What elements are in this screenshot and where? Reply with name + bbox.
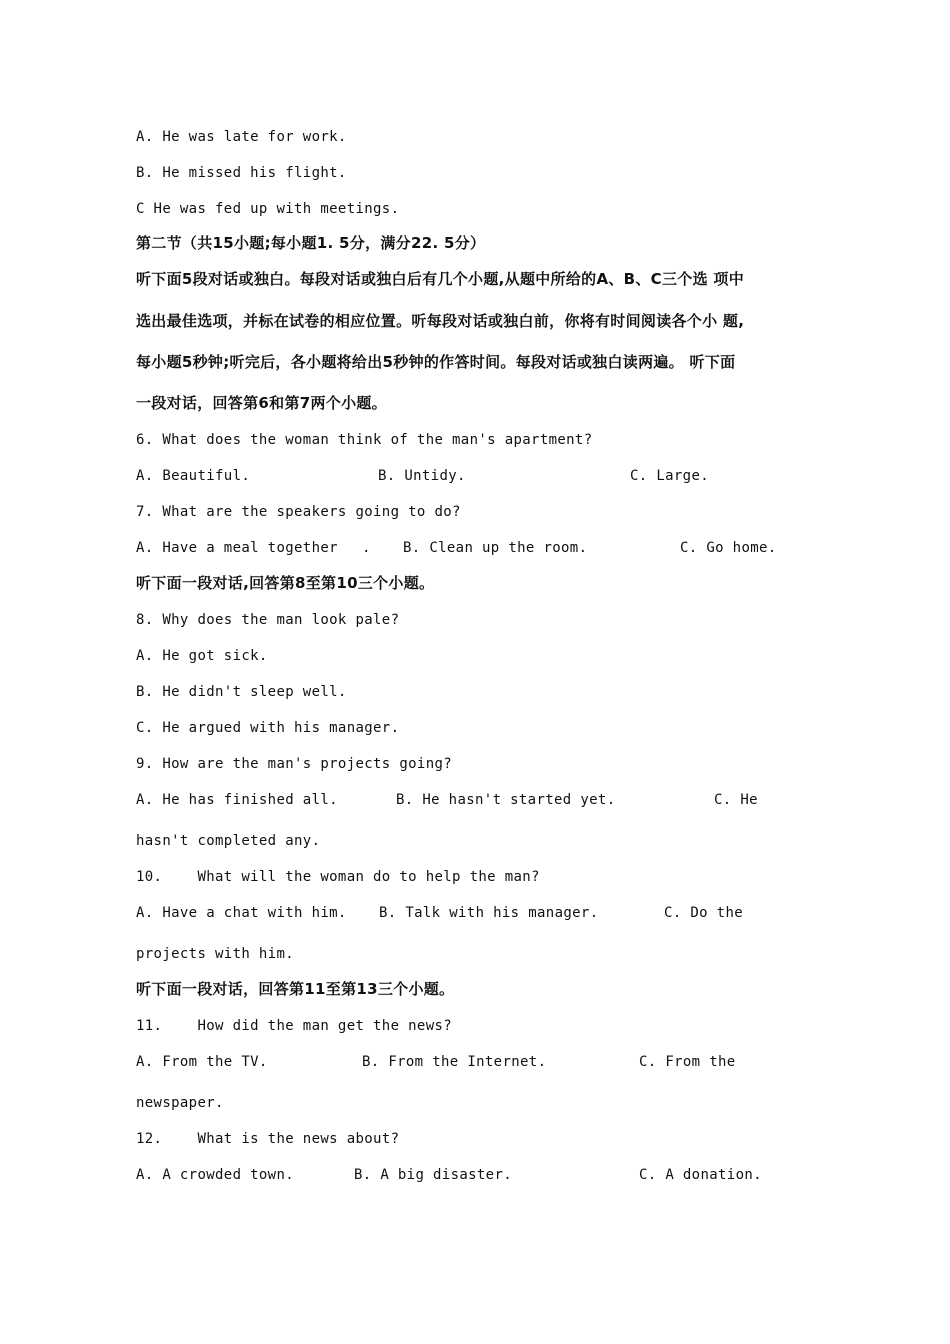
option-a: A. He was late for work. — [136, 129, 347, 145]
q9-option-b: B. He hasn't started yet. — [396, 792, 616, 808]
instructions-line-2: 选出最佳选项，并标在试卷的相应位置。听每段对话或独白前，你将有时间阅读各个小 题, — [136, 312, 745, 330]
q6-option-b: B. Untidy. — [378, 468, 466, 484]
q11-option-c-continued: newspaper. — [136, 1095, 224, 1111]
q7-option-a: A. Have a meal together — [136, 540, 338, 556]
q11-option-c: C. From the — [639, 1054, 736, 1070]
instructions-line-1: 听下面5段对话或独白。每段对话或独白后有几个小题,从题中所给的A、B、C三个选 项中 — [136, 270, 745, 288]
q9-option-c: C. He — [714, 792, 758, 808]
dialog-2-intro: 听下面一段对话,回答第8至第10三个小题。 — [136, 574, 435, 592]
option-b: B. He missed his flight. — [136, 165, 347, 181]
q7-option-b: B. Clean up the room. — [403, 540, 588, 556]
instructions-line-4: 一段对话，回答第6和第7两个小题。 — [136, 394, 387, 412]
q6-option-c: C. Large. — [630, 468, 710, 484]
q10-option-a: A. Have a chat with him. — [136, 905, 347, 921]
instructions-line-3: 每小题5秒钟;听完后，各小题将给出5秒钟的作答时间。每段对话或独白读两遍。 听下面 — [136, 353, 736, 371]
q8-option-a: A. He got sick. — [136, 648, 268, 664]
q8-option-c: C. He argued with his manager. — [136, 720, 400, 736]
q9-option-a: A. He has finished all. — [136, 792, 338, 808]
q12-option-a: A. A crowded town. — [136, 1167, 295, 1183]
q10-option-c-continued: projects with him. — [136, 946, 295, 962]
question-8: 8. Why does the man look pale? — [136, 612, 400, 628]
q7-stray-dot: . — [362, 540, 371, 556]
q6-option-a: A. Beautiful. — [136, 468, 251, 484]
q10-option-c: C. Do the — [664, 905, 744, 921]
question-12: 12. What is the news about? — [136, 1131, 400, 1147]
q7-option-c: C. Go home. — [680, 540, 777, 556]
q11-option-a: A. From the TV. — [136, 1054, 268, 1070]
q10-option-b: B. Talk with his manager. — [379, 905, 599, 921]
question-7: 7. What are the speakers going to do? — [136, 504, 461, 520]
dialog-3-intro: 听下面一段对话，回答第11至第13三个小题。 — [136, 980, 455, 998]
option-c: C He was fed up with meetings. — [136, 201, 400, 217]
section-heading: 第二节（共15小题;每小题1. 5分，满分22. 5分） — [136, 234, 486, 252]
q12-option-b: B. A big disaster. — [354, 1167, 513, 1183]
q11-option-b: B. From the Internet. — [362, 1054, 547, 1070]
question-10: 10. What will the woman do to help the man? — [136, 869, 540, 885]
question-9: 9. How are the man's projects going? — [136, 756, 453, 772]
question-11: 11. How did the man get the news? — [136, 1018, 453, 1034]
q8-option-b: B. He didn't sleep well. — [136, 684, 347, 700]
q12-option-c: C. A donation. — [639, 1167, 762, 1183]
question-6: 6. What does the woman think of the man's apartment? — [136, 432, 593, 448]
q9-option-c-continued: hasn't completed any. — [136, 833, 321, 849]
